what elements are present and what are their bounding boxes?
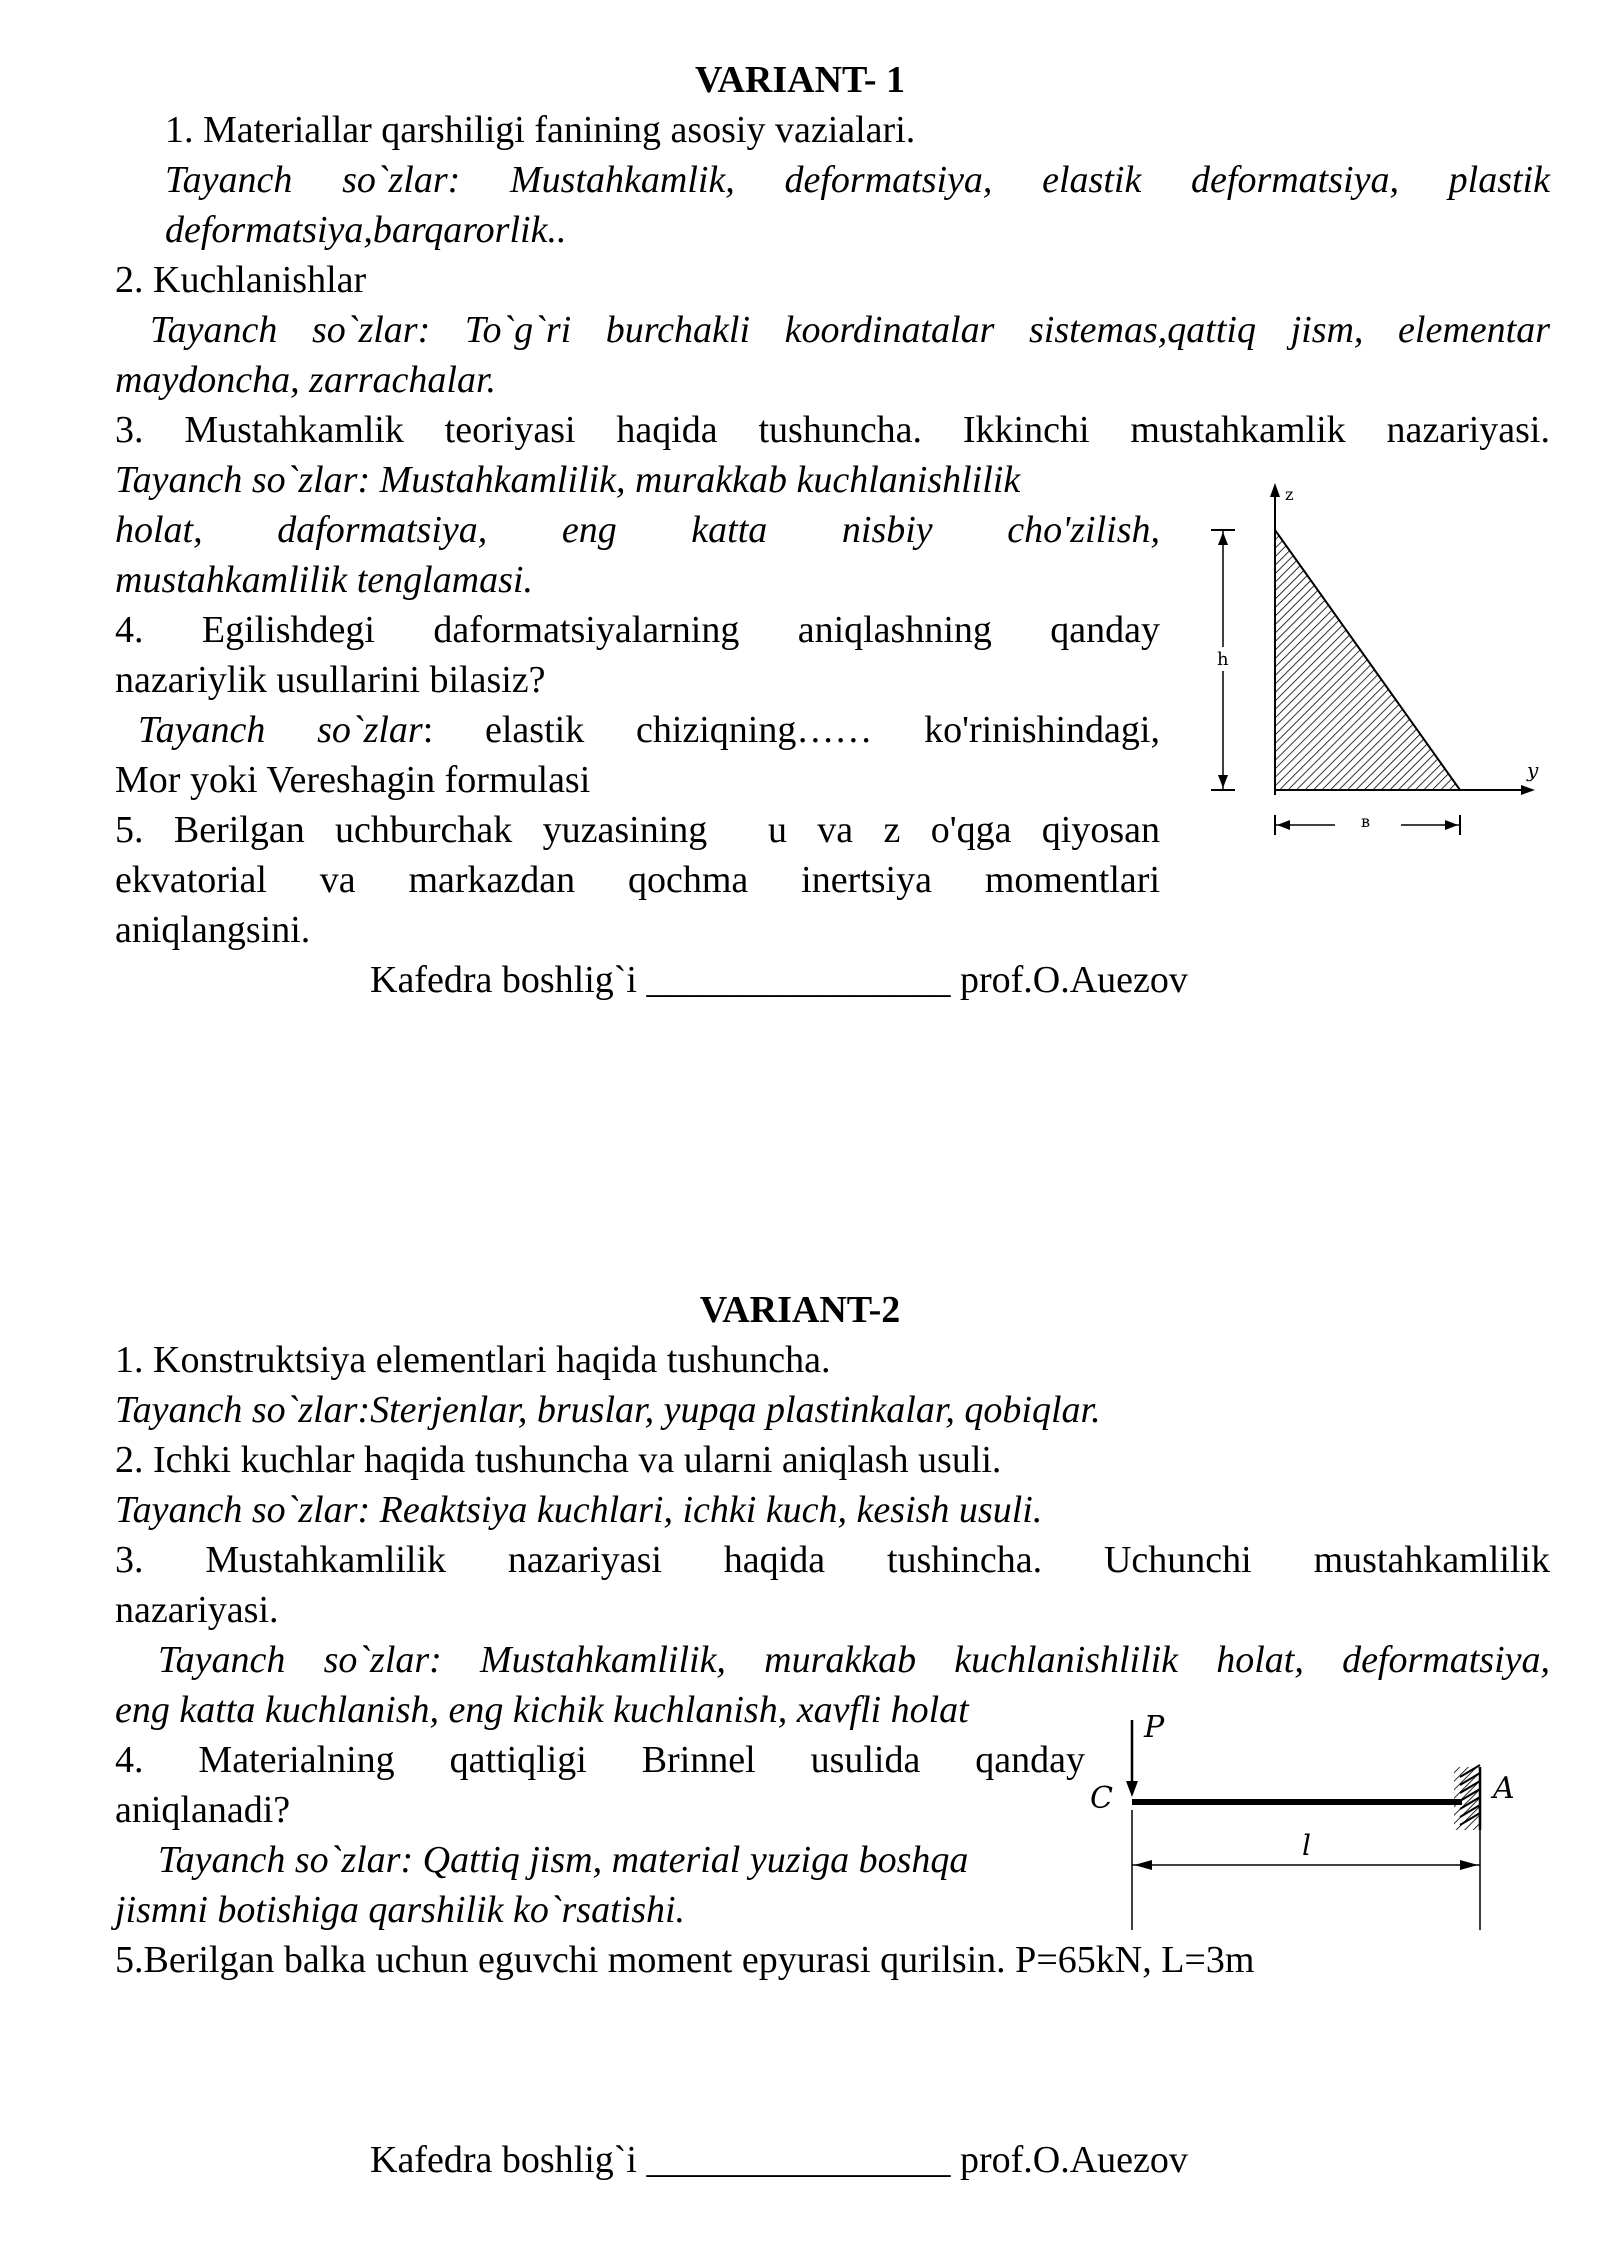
v1-q4-keywords-label: Tayanch so`zlar <box>138 709 423 751</box>
v1-q2-keywords-line2: maydoncha, zarrachalar. <box>115 359 497 401</box>
length-label: l <box>1302 1829 1311 1862</box>
v2-question4-line1: 4. Materialning qattiqligi Brinnel usulida qanday <box>115 1739 1085 1781</box>
length-arrow-left-icon <box>1134 1860 1152 1870</box>
v1-q1-text: Materiallar qarshiligi fanining asosiy vazialari. <box>203 109 916 151</box>
right-end-label: A <box>1493 1771 1515 1806</box>
v1-question4-line2: nazariylik usullarini bilasiz? <box>115 659 546 701</box>
base-arrow-right-icon <box>1445 820 1458 830</box>
v2-q3-keywords-line2: eng katta kuchlanish, eng kichik kuchlanish, xavfli holat <box>115 1689 969 1731</box>
v1-question5-line2: ekvatorial va markazdan qochma inertsiya momentlari <box>115 859 1160 901</box>
y-axis-label: y <box>1527 758 1539 782</box>
z-axis-label: z <box>1285 485 1294 504</box>
v1-q2-keywords-line1: Tayanch so`zlar: To`g`ri burchakli koordinatalar sistemas,qattiq jism, elementar <box>150 309 1550 351</box>
base-label: в <box>1361 812 1371 831</box>
v1-question5-line1: 5. Berilgan uchburchak yuzasining u va z o'qga qiyosan <box>115 809 1160 851</box>
v1-question5-line3: aniqlangsini. <box>115 909 311 951</box>
v1-q4-keywords-line2: Mor yoki Vereshagin formulasi <box>115 759 591 801</box>
load-label: P <box>1144 1710 1165 1745</box>
v2-q4-keywords-line2: jismni botishiga qarshilik ko`rsatishi. <box>115 1889 686 1931</box>
h-arrow-up-icon <box>1218 532 1228 545</box>
v1-q1-keywords-line2: deformatsiya,barqarorlik.. <box>165 209 567 251</box>
v1-question1 <box>165 105 1565 155</box>
v1-question2: 2. Kuchlanishlar <box>115 259 367 301</box>
variant2-title: VARIANT-2 <box>699 1289 901 1331</box>
v2-q1-keywords <box>115 1385 1101 1435</box>
v2-q5-text: Berilgan balka uchun eguvchi moment epyurasi qurilsin. P=65kN, L=3m <box>143 1939 1255 1981</box>
h-arrow-down-icon <box>1218 775 1228 788</box>
variant1-title: VARIANT- 1 <box>694 59 906 101</box>
v2-q5-number: 5. <box>115 1939 144 1981</box>
v2-question3-line1: 3. Mustahkamlilik nazariyasi haqida tushincha. Uchunchi mustahkamlilik <box>115 1539 1550 1581</box>
v2-question1: 1. Konstruktsiya elementlari haqida tushuncha. <box>115 1339 831 1381</box>
beam <box>1132 1799 1462 1805</box>
v1-triangle-figure <box>1195 475 1555 875</box>
v1-q3-keywords-line3: mustahkamlilik tenglamasi. <box>115 559 533 601</box>
v2-q2-keywords <box>115 1485 1042 1535</box>
height-label: h <box>1217 649 1229 670</box>
y-axis-arrow-icon <box>1521 785 1535 795</box>
v2-question3-line2: nazariyasi. <box>115 1589 279 1631</box>
v1-q1-number: 1. <box>165 109 194 151</box>
v2-q1-keywords-label: Tayanch so`zlar <box>115 1389 358 1431</box>
v1-q3-keywords-line1: Tayanch so`zlar: Mustahkamlilik, murakkab kuchlanishlilik <box>115 459 1021 501</box>
v2-q4-keywords-text: : Qattiq jism, material yuziga boshqa <box>400 1839 969 1881</box>
z-axis-arrow-icon <box>1270 483 1280 497</box>
v1-q3-keywords-line2: holat, daformatsiya, eng katta nisbiy cho'zilish, <box>115 509 1160 551</box>
length-arrow-right-icon <box>1460 1860 1478 1870</box>
base-arrow-left-icon <box>1277 820 1290 830</box>
v1-question3: 3. Mustahkamlik teoriyasi haqida tushuncha. Ikkinchi mustahkamlik nazariyasi. <box>115 409 1550 451</box>
v1-q4-keywords-text: : elastik chiziqning…… ko'rinishindagi, <box>422 709 1160 751</box>
v2-question5 <box>115 1935 1254 1985</box>
v1-q1-keywords-line1: Tayanch so`zlar: Mustahkamlik, deformatsiya, elastik deformatsiya, plastik <box>165 159 1550 201</box>
v2-q3-keywords-text: : Mustahkamlilik, murakkab kuchlanishlilik holat, deformatsiya, <box>429 1639 1550 1681</box>
v2-q2-keywords-text: : Reaktsiya kuchlari, ichki kuch, kesish usuli. <box>357 1489 1043 1531</box>
v2-q4-keywords-label: Tayanch so`zlar <box>158 1839 401 1881</box>
wall-hatch-fill <box>1454 1767 1480 1830</box>
v2-q1-keywords-text: :Sterjenlar, bruslar, yupqa plastinkalar, qobiqlar. <box>357 1389 1101 1431</box>
hatched-triangle <box>1275 530 1460 790</box>
v2-signature-line: Kafedra boshlig`i ________________ prof.O.Auezov <box>370 2139 1188 2181</box>
v2-q2-keywords-label: Tayanch so`zlar <box>115 1489 358 1531</box>
v1-signature-line: Kafedra boshlig`i ________________ prof.O.Auezov <box>370 959 1188 1001</box>
v2-q4-keywords-line1 <box>158 1835 968 1885</box>
v2-q3-keywords-line1 <box>158 1635 1550 1685</box>
v2-beam-figure <box>1080 1705 1530 1935</box>
v2-question4-line2: aniqlanadi? <box>115 1789 291 1831</box>
v1-q4-keywords-line1 <box>138 705 1160 755</box>
v2-q3-keywords-label: Tayanch so`zlar <box>158 1639 430 1681</box>
left-end-label: C <box>1090 1781 1113 1816</box>
load-arrow-icon <box>1126 1781 1138 1797</box>
v2-question2: 2. Ichki kuchlar haqida tushuncha va ularni aniqlash usuli. <box>115 1439 1002 1481</box>
v1-question4-line1: 4. Egilishdegi daformatsiyalarning aniqlashning qanday <box>115 609 1160 651</box>
